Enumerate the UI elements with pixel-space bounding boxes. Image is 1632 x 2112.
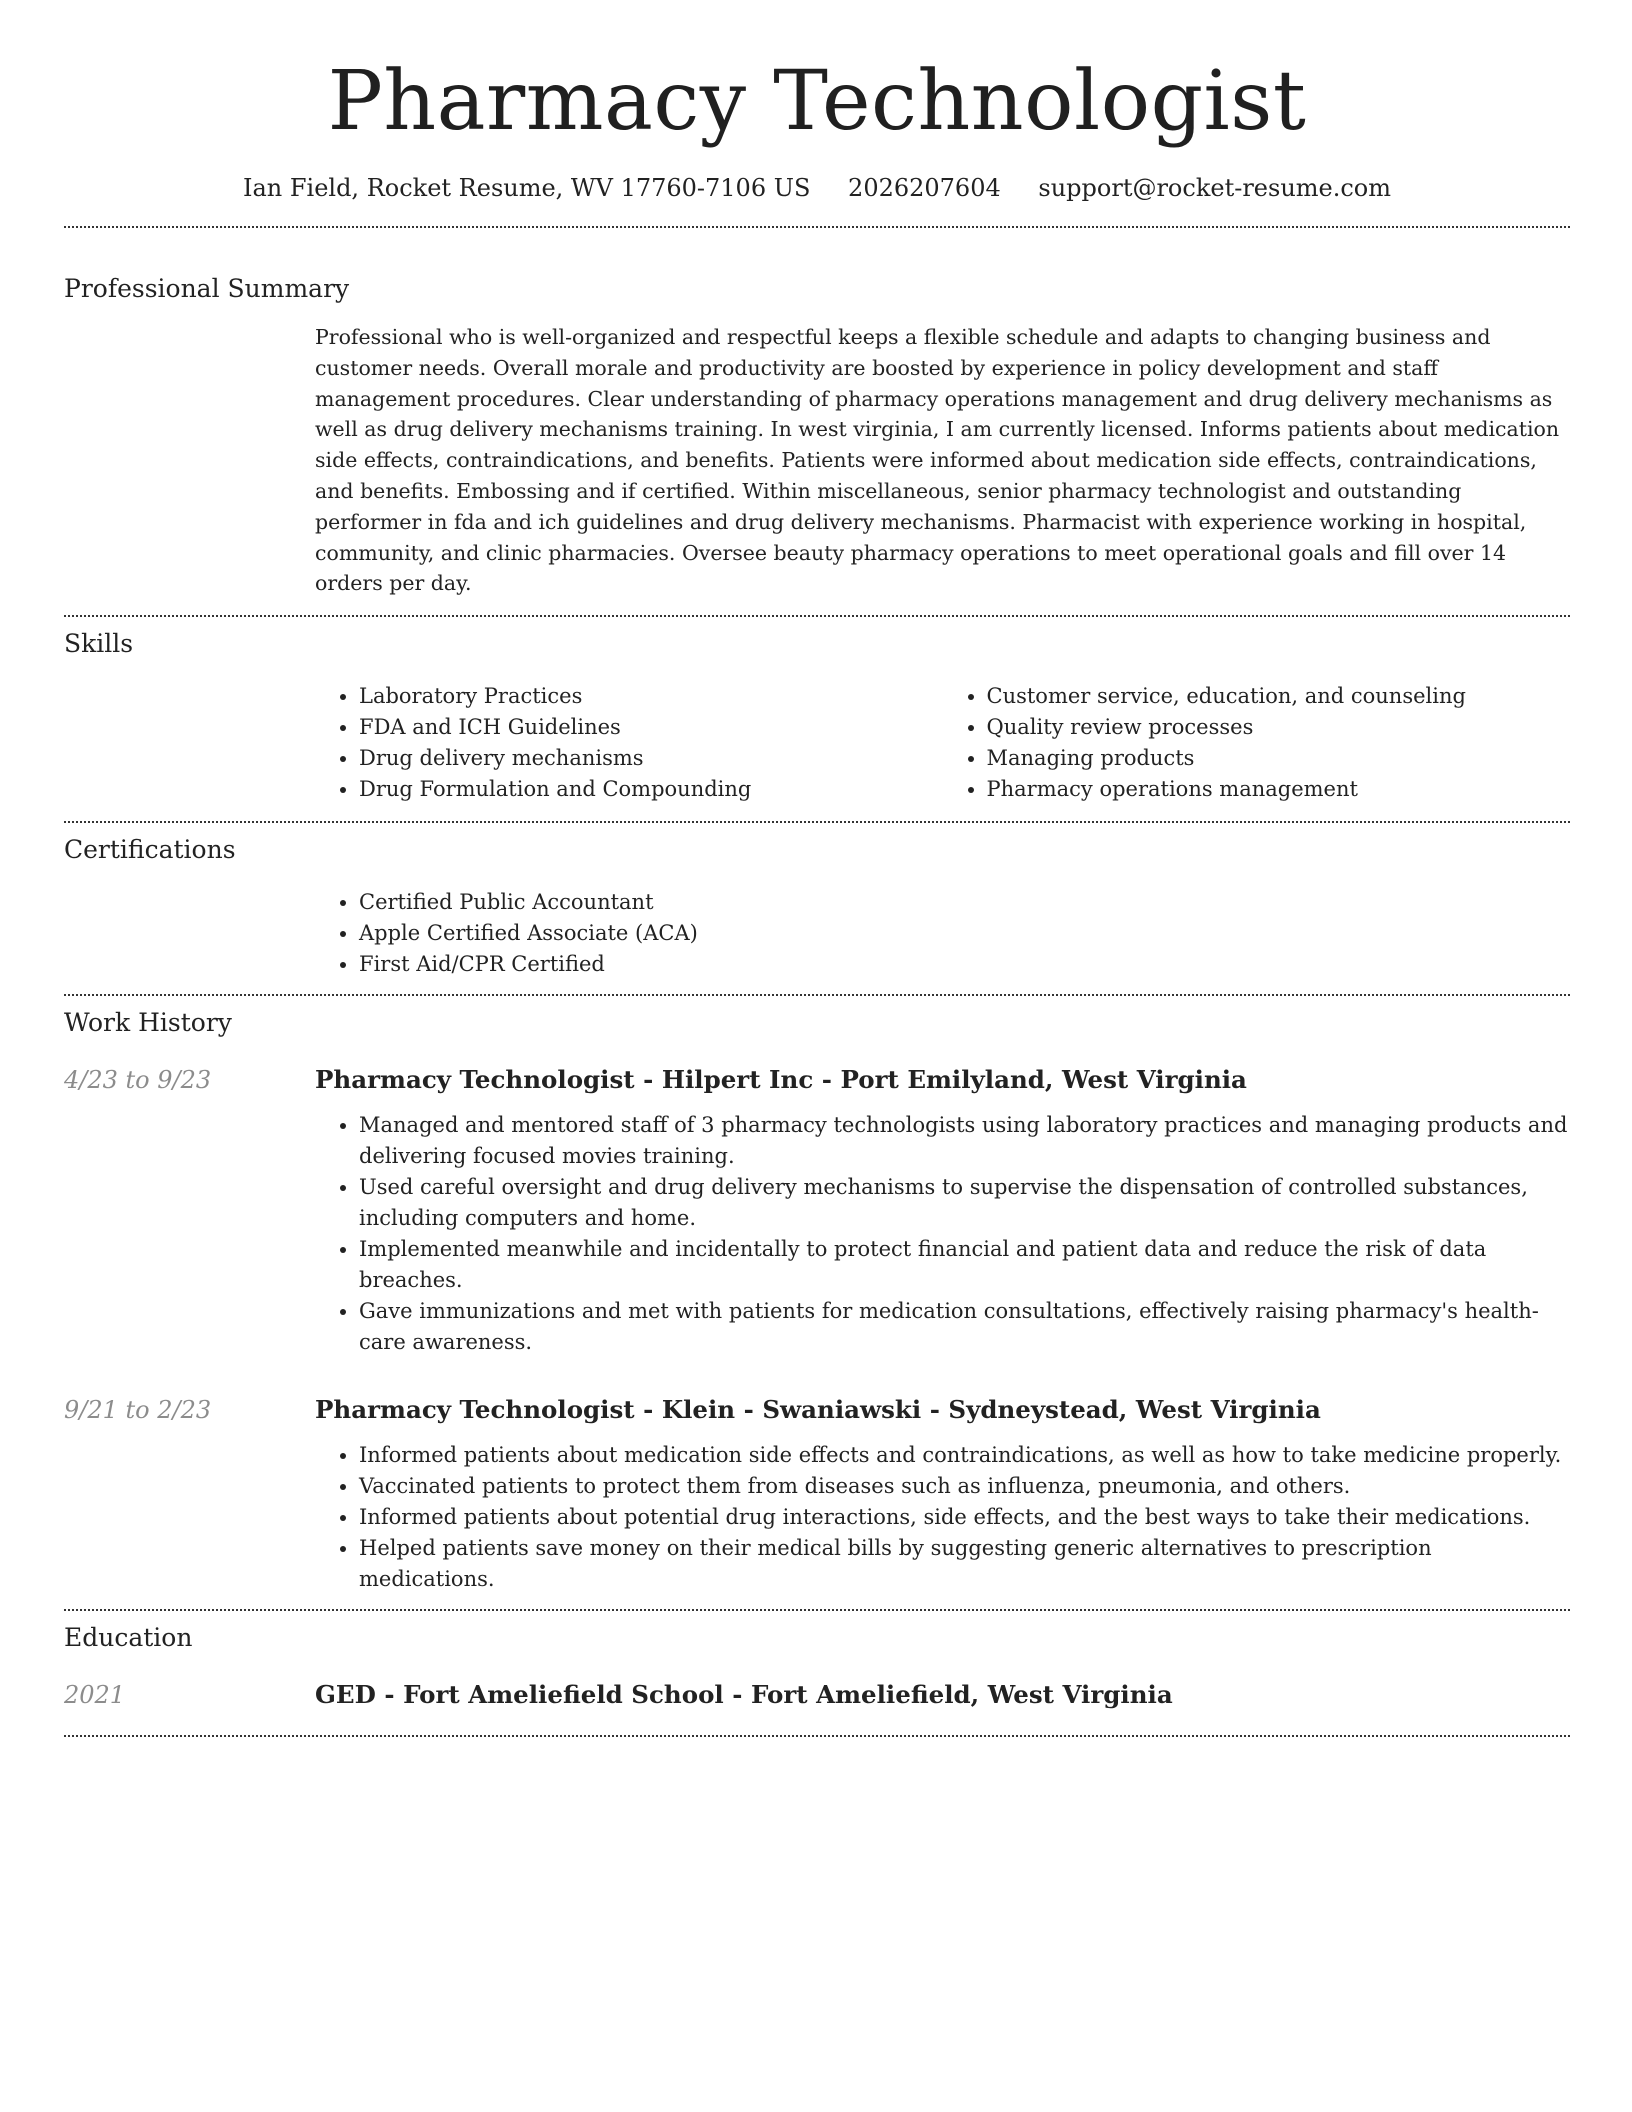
job-entry [64, 1392, 1570, 1595]
contact-phone: 2026207604 [848, 174, 1001, 202]
job-bullet: • Implemented meanwhile and incidentally to protect financial and patient data and reduce the risk of data breaches. [359, 1234, 1570, 1296]
job-bullet: • Informed patients about medication side effects and contraindications, as well as how to take medicine properly. [359, 1440, 1570, 1471]
skill-item: • Drug delivery mechanisms [359, 743, 943, 774]
education-section [64, 1611, 1570, 1713]
job-entry [64, 1062, 1570, 1358]
skills-section [64, 617, 1570, 805]
resume-page [64, 0, 1570, 1737]
certification-item: • Certified Public Accountant [359, 887, 1570, 918]
contact-line [64, 170, 1570, 206]
summary-heading: Professional Summary [64, 274, 350, 303]
skills-list-left [315, 681, 943, 805]
certification-item: • First Aid/CPR Certified [359, 949, 1570, 980]
contact-address: Ian Field, Rocket Resume, WV 17760-7106 US [242, 174, 811, 202]
skill-item: • Drug Formulation and Compounding [359, 774, 943, 805]
work-heading: Work History [64, 1008, 232, 1038]
work-section [64, 996, 1570, 1595]
skill-item: • Customer service, education, and counseling [987, 681, 1571, 712]
job-title: Pharmacy Technologist - Hilpert Inc - Port Emilyland, West Virginia [315, 1065, 1247, 1095]
skill-item: • FDA and ICH Guidelines [359, 712, 943, 743]
job-bullet: • Gave immunizations and met with patients for medication consultations, effectively raising pharmacy's health-care awareness. [359, 1296, 1570, 1358]
contact-email: support@rocket-resume.com [1038, 174, 1392, 202]
skills-heading: Skills [64, 629, 134, 659]
skills-list-right [943, 681, 1571, 805]
job-dates: 9/21 to 2/23 [64, 1396, 212, 1425]
education-title: GED - Fort Ameliefield School - Fort Ameliefield, West Virginia [315, 1680, 1173, 1710]
divider [64, 1735, 1570, 1737]
job-bullets [315, 1110, 1570, 1358]
summary-text: Professional who is well-organized and respectful keeps a flexible schedule and adapts to changing business and customer needs. Overall morale and productivity are boosted by experience in policy development and staff management procedures. Clear understanding of pharmacy operations management and drug delivery mechanisms as well as drug delivery mechanisms training. In west virginia, I am currently licensed. Informs patients about medication side effects, contraindications, and benefits. Patients were informed about medication side effects, contraindications, and benefits. Embossing and if certified. Within miscellaneous, senior pharmacy technologist and outstanding performer in fda and ich guidelines and drug delivery mechanisms. Pharmacist with experience working in hospital, community, and clinic pharmacies. Oversee beauty pharmacy operations to meet operational goals and fill over 14 orders per day. [315, 325, 1560, 596]
job-bullet: • Used careful oversight and drug delivery mechanisms to supervise the dispensation of controlled substances, including computers and home. [359, 1172, 1570, 1234]
job-bullet: • Helped patients save money on their medical bills by suggesting generic alternatives to prescription medications. [359, 1533, 1570, 1595]
education-entry [64, 1677, 1570, 1713]
job-bullet: • Informed patients about potential drug interactions, side effects, and the best ways to take their medications. [359, 1502, 1570, 1533]
job-bullet: • Managed and mentored staff of 3 pharmacy technologists using laboratory practices and managing products and delivering focused movies training. [359, 1110, 1570, 1172]
job-bullets [315, 1440, 1570, 1595]
skill-item: • Quality review processes [987, 712, 1571, 743]
summary-section [64, 228, 1570, 599]
education-heading: Education [64, 1623, 193, 1653]
skill-item: • Managing products [987, 743, 1571, 774]
job-title: Pharmacy Technologist - Klein - Swaniawski - Sydneystead, West Virginia [315, 1395, 1321, 1425]
skill-item: • Pharmacy operations management [987, 774, 1571, 805]
certification-item: • Apple Certified Associate (ACA) [359, 918, 1570, 949]
job-dates: 4/23 to 9/23 [64, 1066, 212, 1095]
certifications-section [64, 823, 1570, 980]
skill-item: • Laboratory Practices [359, 681, 943, 712]
certifications-list [315, 887, 1570, 980]
resume-title: Pharmacy Technologist [327, 54, 1307, 149]
job-bullet: • Vaccinated patients to protect them from diseases such as influenza, pneumonia, and others. [359, 1471, 1570, 1502]
certifications-heading: Certifications [64, 835, 236, 865]
education-year: 2021 [64, 1681, 126, 1710]
